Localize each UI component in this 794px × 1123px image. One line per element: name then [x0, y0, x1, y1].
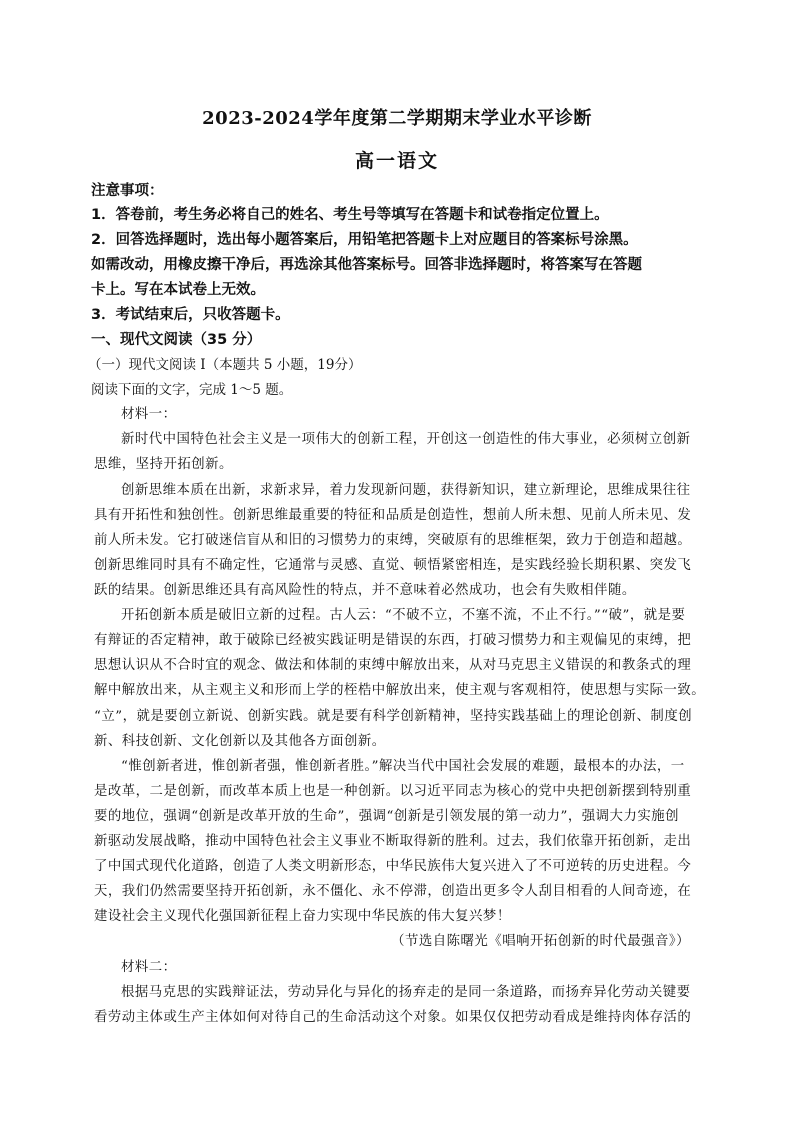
paragraph-line: 新、科技创新、文化创新以及其他各方面创新。 — [94, 734, 386, 749]
paragraph-line: “立”，就是要创立新说、创新实践。就是要有科学创新精神，坚持实践基础上的理论创新、制度创 — [94, 709, 693, 724]
paragraph-line: 是改革，二是创新，而改革本质上也是一种创新。以习近平同志为核心的党中央把创新摆到特别重 — [94, 784, 692, 799]
paragraph-line: 跃的结果。创新思维还具有高风险性的特点，并不意味着必然成功，也会有失败相伴随。 — [94, 583, 636, 598]
paragraph-line: 新驱动发展战略，推动中国特色社会主义事业不断取得新的胜利。过去，我们依靠开拓创新，走出 — [94, 834, 692, 849]
notice-item: 如需改动，用橡皮擦干净后，再选涂其他答案标号。回答非选择题时，将答案写在答题 — [91, 257, 642, 273]
paragraph-line: 解中解放出来，从主观主义和形而上学的桎梏中解放出来，使主观与客观相符，使思想与实际一致。 — [94, 683, 706, 698]
paragraph-line: 新时代中国特色社会主义是一项伟大的创新工程，开创这一创造性的伟大事业，必须树立创新 — [121, 432, 691, 447]
subject-title: 高一语文 — [354, 150, 439, 172]
notice-item: 3．考试结束后，只收答题卡。 — [91, 307, 290, 323]
exam-title: 2023-2024学年度第二学期期末学业水平诊断 — [202, 108, 592, 129]
paragraph-line: 开拓创新本质是破旧立新的过程。古人云：“不破不立，不塞不流，不止不行。”“破”，就是要 — [121, 608, 686, 623]
section-heading: 一、现代文阅读（35 分） — [91, 332, 262, 348]
paragraph-line: 创新思维本质在出新，求新求异，着力发现新问题，获得新知识，建立新理论，思维成果往往 — [121, 483, 691, 498]
paragraph-line: “惟创新者进，惟创新者强，惟创新者胜。”解决当代中国社会发展的难题，最根本的办法，一 — [121, 759, 685, 774]
paragraph-line: 思想认识从不合时宜的观念、做法和体制的束缚中解放出来，从对马克思主义错误的和教条式的理 — [94, 658, 692, 673]
paragraph-line: 根据马克思的实践辩证法，劳动异化与异化的扬弃走的是同一条道路，而扬弃异化劳动关键要 — [121, 985, 691, 1000]
notice-item: 卡上。写在本试卷上无效。 — [91, 282, 265, 298]
source-citation: （节选自陈曙光《唱响开拓创新的时代最强音》） — [391, 934, 690, 949]
notice-item: 2．回答选择题时，选出每小题答案后，用铅笔把答题卡上对应题目的答案标号涂黑。 — [91, 232, 638, 248]
material-label: 材料一： — [121, 407, 177, 422]
sub-section-heading: （一）现代文阅读 I（本题共 5 小题，19分） — [88, 357, 362, 373]
paragraph-line: 天，我们仍然需要坚持开拓创新，永不僵化、永不停滞，创造出更多令人刮目相看的人间奇迹，在 — [94, 884, 692, 899]
paragraph-line: 了中国式现代化道路，创造了人类文明新形态，中华民族伟大复兴进入了不可逆转的历史进程。今 — [94, 859, 692, 874]
paragraph-line: 前人所未发。它打破迷信盲从和旧的习惯势力的束缚，突破原有的思维框架，致力于创造和超越。 — [94, 533, 692, 548]
material-label: 材料二： — [121, 960, 177, 975]
notice-item: 1．答卷前，考生务必将自己的姓名、考生号等填写在答题卡和试卷指定位置上。 — [91, 207, 609, 223]
paragraph-line: 创新思维同时具有不确定性，它通常与灵感、直觉、顿悟紧密相连，是实践经验长期积累、突发飞 — [94, 558, 692, 573]
paragraph-line: 要的地位，强调“创新是改革开放的生命”，强调“创新是引领发展的第一动力”，强调大力实施创 — [94, 809, 680, 824]
paragraph-line: 思维，坚持开拓创新。 — [94, 457, 233, 472]
paragraph-line: 具有开拓性和独创性。创新思维最重要的特征和品质是创造性，想前人所未想、见前人所未见、发 — [94, 508, 692, 523]
paragraph-line: 看劳动主体或生产主体如何对待自己的生命活动这个对象。如果仅仅把劳动看成是维持肉体存活的 — [94, 1010, 692, 1025]
notice-heading: 注意事项： — [91, 183, 164, 199]
reading-instruction: 阅读下面的文字，完成 1～5 题。 — [91, 382, 293, 398]
paragraph-line: 建设社会主义现代化强国新征程上奋力实现中华民族的伟大复兴梦！ — [94, 909, 511, 924]
paragraph-line: 有辩证的否定精神，敢于破除已经被实践证明是错误的东西，打破习惯势力和主观偏见的束缚，把 — [94, 633, 692, 648]
